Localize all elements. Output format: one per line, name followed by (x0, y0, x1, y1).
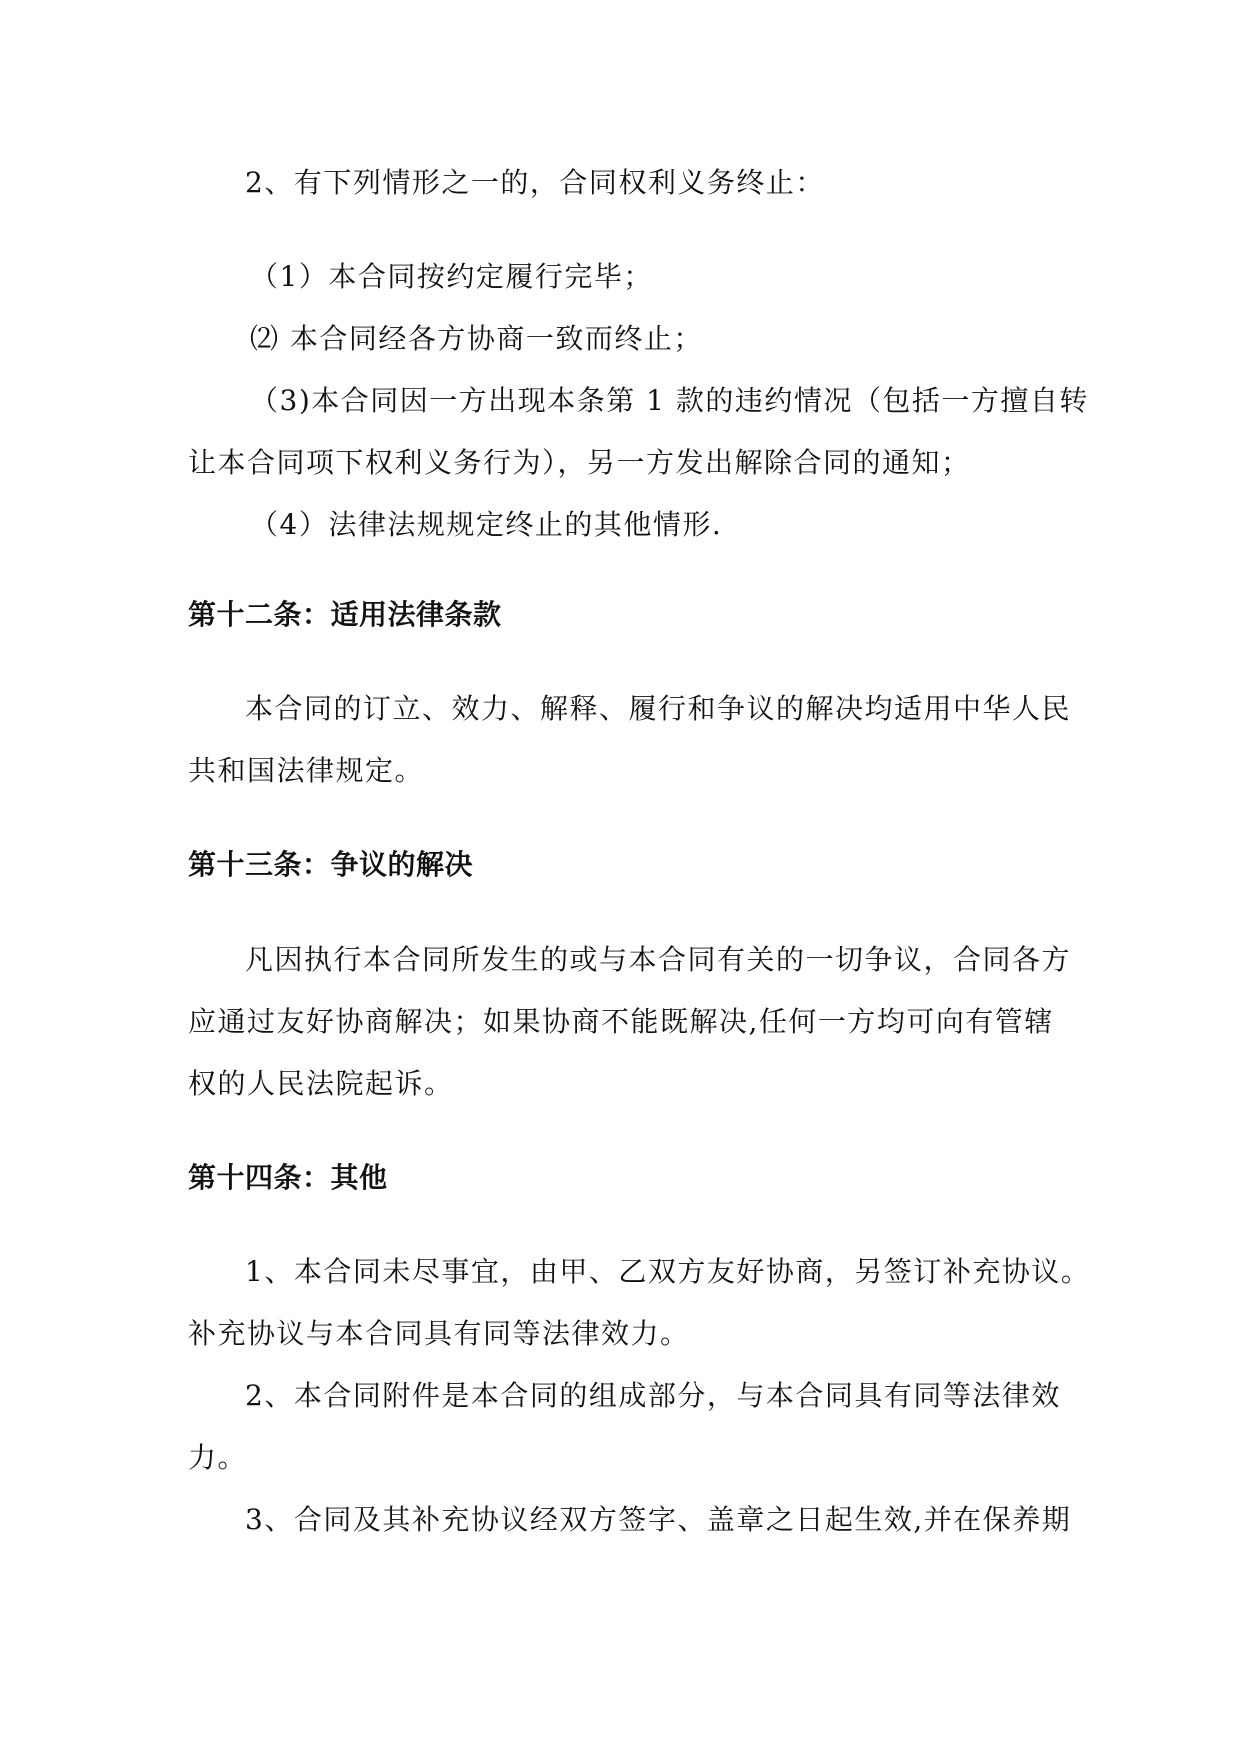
clause11-item-4: （4）法律法规规定终止的其他情形. (250, 508, 723, 541)
clause12-line-2: 共和国法律规定。 (188, 754, 425, 787)
clause11-item-2: ⑵ 本合同经各方协商一致而终止； (250, 322, 703, 355)
clause14-line-5: 3、合同及其补充协议经双方签字、盖章之日起生效,并在保养期 (245, 1503, 1072, 1536)
clause12-heading: 第十二条：适用法律条款 (188, 598, 502, 631)
clause14-line-1: 1、本合同未尽事宜，由甲、乙双方友好协商，另签订补充协议。 (245, 1255, 1091, 1288)
clause12-line-1: 本合同的订立、效力、解释、履行和争议的解决均适用中华人民 (245, 692, 1072, 725)
clause14-line-4: 力。 (188, 1441, 248, 1474)
clause13-line-3: 权的人民法院起诉。 (188, 1067, 454, 1100)
clause13-heading: 第十三条：争议的解决 (188, 848, 474, 881)
clause14-line-2: 补充协议与本合同具有同等法律效力。 (188, 1317, 690, 1350)
clause11-para2: 2、有下列情形之一的，合同权利义务终止： (245, 166, 825, 199)
clause11-item-1: （1）本合同按约定履行完毕； (250, 260, 653, 293)
clause14-line-3: 2、本合同附件是本合同的组成部分，与本合同具有同等法律效 (245, 1379, 1061, 1412)
clause14-heading: 第十四条：其他 (188, 1161, 388, 1194)
clause11-item-3-continued: 让本合同项下权利义务行为），另一方发出解除合同的通知； (188, 446, 971, 479)
clause11-item-3: （3)本合同因一方出现本条第 1 款的违约情况（包括一方擅自转 (250, 384, 1089, 417)
clause13-line-1: 凡因执行本合同所发生的或与本合同有关的一切争议，合同各方 (245, 943, 1072, 976)
clause13-line-2: 应通过友好协商解决；如果协商不能既解决,任何一方均可向有管辖 (188, 1005, 1054, 1038)
